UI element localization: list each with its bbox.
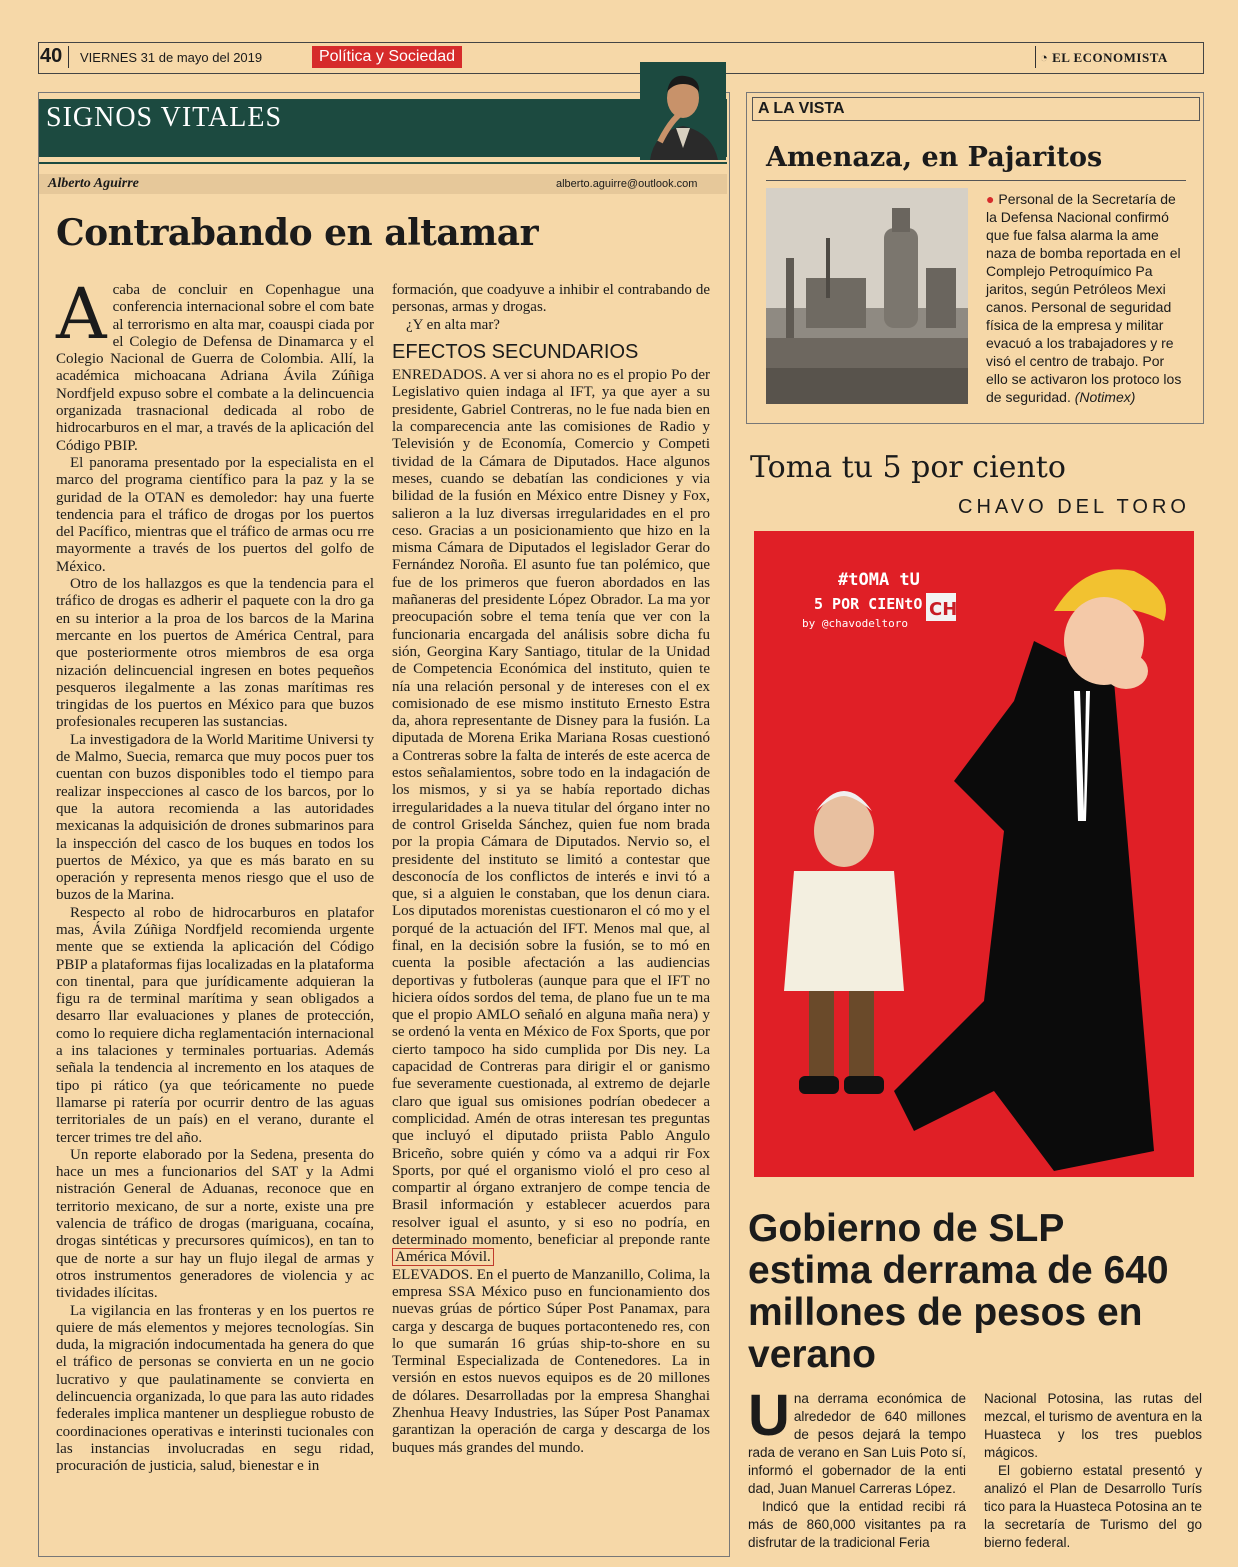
cartoon-hashtag: #tOMA tU <box>838 570 920 590</box>
author-email[interactable]: alberto.aguirre@outlook.com <box>556 178 698 190</box>
article-paragraph: formación, que coadyuve a inhibir el contrabando de personas, armas y drogas. <box>392 282 710 316</box>
article-paragraph: La vigilancia en las fronteras y en los puertos re quiere de más elementos y mejores tecnologías. Sin duda, la migración indocumentada ha genera do que el tráfico de personas se convierta en un ne gocio lucrativo y que paulatinamente se convierta en delincuencia organizada, lo que para las auto ridades federales implica mantener un despliegue robusto de coordinaciones operativas e interinsti tucionales con las instancias involucradas en segu ridad, procuración de justicia, salud, bienestar e in <box>56 1302 374 1475</box>
cartoonist-name: CHAVO DEL TORO <box>958 496 1190 518</box>
author-portrait <box>640 62 726 160</box>
article-column-left <box>56 273 374 1475</box>
sidebar-headline: Amenaza, en Pajaritos <box>766 142 1103 173</box>
article-paragraph: Otro de los hallazgos es que la tendencia para el tráfico de drogas es adherir el paquete con la dro ga en su interior a la proa de los barcos de la Marina mercante en los puertos de América Central, para que posteriormente otros miembros de esa orga nización delincuencial ingresen en botes pequeños pesqueros ilegalmente a las zonas marítimas res tringidas de los puertos en México para que buzos profesionales recuperen las sustancias. <box>56 576 374 731</box>
header-divider <box>68 46 69 68</box>
story-paragraph: El gobierno estatal presentó y analizó el Plan de Desarrollo Turís tico para la Huasteca Potosina an te la secretaría de Turismo del go bierno federal. <box>984 1463 1202 1550</box>
story-paragraph: Indicó que la entidad recibi rá más de 860,000 visitantes pa ra disfrutar de la tradicional Feria <box>748 1499 966 1550</box>
story-column-right <box>984 1390 1202 1552</box>
dateline: VIERNES 31 de mayo del 2019 <box>80 50 263 65</box>
cartoon-credit: by @chavodeltoro <box>802 617 908 630</box>
story-headline: Gobierno de SLP estima derrama de 640 millones de pesos en verano <box>748 1207 1169 1376</box>
cartoon-logo: CH <box>929 599 958 620</box>
article-paragraph: ELEVADOS. En el puerto de Manzanillo, Colima, la empresa SSA México puso en funcionamiento dos nuevas grúas de pórtico Súper Post Panamax, para carga y descarga de buques portacontenedo res, con lo que sumarán 16 grúas ship-to-shore en su Terminal Especializada de Contenedores. La in versión en estos nuevos equipos es de 20 millones de dólares. Desarrolladas por la empresa Shanghai Zhenhua Heavy Industries, las Súper Post Panamax garantizan la operación de carga y descarga de los buques más grandes del mundo. <box>392 1266 710 1456</box>
header-divider <box>1035 46 1036 68</box>
brand-logo: ◔ EL ECONOMISTA <box>1040 50 1168 65</box>
section-subhead: EFECTOS SECUNDARIOS <box>392 340 639 363</box>
story-column-left <box>748 1383 966 1552</box>
bullet-icon: ● <box>986 191 995 207</box>
article-paragraph: Respecto al robo de hidrocarburos en platafor mas, Ávila Zúñiga Nordfjeld recomienda urgente mente que se extienda la aplicación del Código PBIP a plataformas fijas localizadas en la plataforma con tinental, para que jurídicamente adquieran la figu ra de terminal marítima y sean obligados a desarro llar evaluaciones y planes de protección, como lo requiere dicha reglamentación internacional a ins talaciones y terminales portuarias. Además señala la tendencia al incremento en los ataques de tipo pi rático (ya que teóricamente no puede llamarse pi ratería por ocurrir dentro de las aguas territoriales de un país) en el verano, durante el tercer trimes tre del año. <box>56 904 374 1146</box>
article-paragraph: ENREDADOS. A ver si ahora no es el propio Po der Legislativo quien indaga al IFT, ya que ayer a su presidente, Gabriel Contreras, no le fue nada bien en la comparecencia ante las comisiones de Radio y Televisión y de Economía, Comercio y Competi tividad de la Cámara de Diputados. Hace algunos meses, cuando se debatían las condiciones y via bilidad de la fusión en México entre Disney y Fox, salieron a la luz diversas irregularidades en el pro ceso. Gracias a un posicionamiento que hizo en la misma Cámara de Diputados el legislador Gerar do Fernández Noroña. El asunto fue tan polémico, que fue de los primeros que fueron abordados en las mañaneras del presidente López Obrador. La ma yor preocupación sobre el tema tenía que ver con la funcionaria encargada del análisis sobre dicha fu sión, Georgina Kary Santiago, titular de la Unidad de Competencia Económica del instituto, quien te nía una relación personal y de intereses con el ex comisionado de ese mismo instituto Ernesto Estra da, ahora representante de Disney para la fusión. La diputada de Morena Erika Mariana Rosas cuestionó a Contreras sobre la falta de interés de este acerca de estos señalamientos, sobre todo en la indagación de los mismos, y si ya se había reportado dichas irregularidades a la nueva titular del órgano inter no de control Griselda Sánchez, quien fue nom brada por la propia Cámara de Diputados. Nervio so, el presidente del instituto se limitó a contestar que desconocía de los conflictos de interés e invi tó a que, si a alguien le constaban, que los denun ciara. Los diputados morenistas cuestionaron el có mo y el porqué de la actuación del IFT. Menos mal que, al final, en la decisión sobre la fusión, se to mó en cuenta la posible afectación a las audiencias deportivas y futboleras (aunque para que el IFT no hiciera oídos sordos del tema, de plano fue un te ma que el propio AMLO señaló en alguna maña nera) y se ordenó la venta en México de Fox Sports, que por cierto tampoco ha sido cumplida por Dis ney. La capacidad de Contreras para dirigir el or ganismo fue severamente cuestionada, al extremo de dejarle claro que igual sus omisiones podrían obedecer a complicidad. Amén de otras interesan tes preguntas que incluyó el diputado priista Pablo Angulo Briceño, sobre quién y cómo va a adqui rir Fox Sports, por qué el organismo violó el pro ceso al compartir al órgano extranjero de compe tencia de Brasil información y establecer acuerdos para resolver igual el asunto, y si eso no podría, en determinado momento, beneficiar al preponde rante América Móvil. <box>392 367 710 1266</box>
sidebar-brief: ● Personal de la Secretaría de la Defensa Nacional confirmó que fue falsa alarma la ame naza de bomba reportada en el Complejo Petroquímico Pa jaritos, según Petróleos Mexi canos. Personal de seguridad física de la empresa y militar evacuó a los trabajadores y re visó el centro de trabajo. Por ello se activaron los protoco los de seguridad. (Notimex) <box>986 191 1182 405</box>
author-name: Alberto Aguirre <box>48 176 139 191</box>
page-number: 40 <box>40 45 63 67</box>
article-column-right <box>392 282 710 1457</box>
section-tag: Política y Sociedad <box>312 46 462 68</box>
cartoon-title: Toma tu 5 por ciento <box>750 450 1066 485</box>
article-paragraph: La investigadora de la World Maritime Universi ty de Malmo, Suecia, remarca que muy pocos puer tos cuentan con buzos disponibles todo el tiempo para realizar inspecciones al casco de los barcos, por lo que la autora recomienda a las autoridades mexicanas la adquisición de drones submarinos para la inspección del casco de los buques en todos los puertos de México, ya que es más barato en su operación y representa menos riesgo que el uso de buzos de la Marina. <box>56 731 374 904</box>
story-paragraph: Nacional Potosina, las rutas del mezcal, el turismo de aventura en la Huasteca y los tres pueblos mágicos. <box>984 1391 1202 1460</box>
article-paragraph: El panorama presentado por la especialista en el marco del programa científico para la paz y la se guridad de la OTAN es demoledor: hay una fuerte tendencia para el tráfico de drogas por los puertos del Pacífico, mientras que el tráfico de armas ocu rre mayormente a través de los puertos del golfo de México. <box>56 454 374 575</box>
sidebar-rule <box>766 180 1186 181</box>
article-paragraph: Acaba de concluir en Copenhague una conferencia internacional sobre el com bate al terrorismo en alta mar, coauspi ciada por el Colegio de Defensa de Dinamarca y el Colegio Nacional de Guerra de Colombia. Allí, la académica michoacana Adriana Ávila Zúñiga Nordfjeld expuso sobre el combate a la delincuencia organizada trasnacional dedicada al robo de hidrocarburos en el mar, a través de la aplicación del Código PBIP. <box>56 273 374 454</box>
political-cartoon <box>754 531 1194 1177</box>
column-rule <box>39 162 727 164</box>
drop-cap: A <box>56 273 107 355</box>
refinery-photo <box>766 188 968 404</box>
article-paragraph: Un reporte elaborado por la Sedena, presenta do hace un mes a funcionarios del SAT y la Admi nistración General de Aduanas, reconoce que en territorio mexicano, de sur a norte, existe una pre valencia de tráfico de drogas (mariguana, cocaína, drogas sintéticas y precursores químicos), en tan to que de norte a sur hay un flujo ilegal de armas y otros instrumentos generadores de violencia y ac tividades ilícitas. <box>56 1146 374 1302</box>
brand-name: EL ECONOMISTA <box>1052 50 1168 65</box>
story-paragraph: Una derrama económica de alrededor de 640 millones de pesos dejará la tempo rada de verano en San Luis Poto sí, informó el gobernador de la enti dad, Juan Manuel Carreras López. <box>748 1383 966 1496</box>
cartoon-tagline: 5 POR CIENtO <box>814 595 923 613</box>
article-question: ¿Y en alta mar? <box>406 316 500 333</box>
highlighted-company: América Móvil. <box>392 1248 494 1266</box>
news-credit: (Notimex) <box>1074 389 1136 405</box>
sidebar-label: A LA VISTA <box>758 100 845 117</box>
drop-cap: U <box>748 1383 790 1448</box>
article-headline: Contrabando en altamar <box>56 212 539 254</box>
column-name: SIGNOS VITALES <box>46 102 283 133</box>
